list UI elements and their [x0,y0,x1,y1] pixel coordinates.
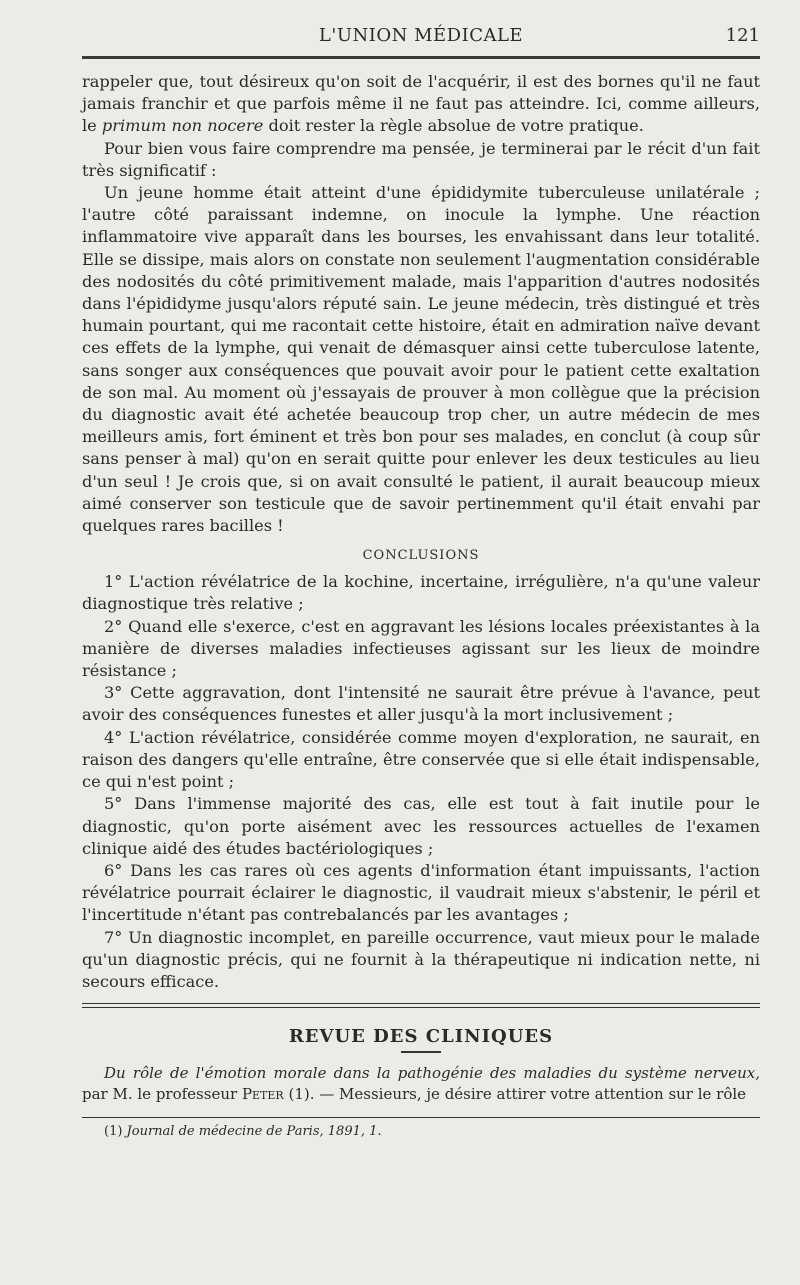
revue-text [82,1063,760,1105]
revue-intro-text: par M. le professeur [82,1085,242,1104]
paragraph-text: rappeler que, tout désireux qu'on soit de l'acquérir, il est des bornes qu'il ne faut jamais franchir et que parfois même il ne faut pas atteindre. Ici, comme ailleurs, le [82,72,760,136]
paragraph-continuation [82,71,760,138]
article-title: Du rôle de l'émotion morale dans la pathogénie des maladies du système nerveux, [104,1064,760,1083]
conclusion-item: 4° L'action révélatrice, considérée comme moyen d'exploration, ne saurait, en raison des dangers qu'elle entraîne, être conservée que si elle était indispensable, ce qui n'est point ; [82,727,760,792]
latin-phrase: primum non nocere [101,116,264,136]
conclusion-item: 6° Dans les cas rares où ces agents d'information étant impuissants, l'action révélatrice pourrait éclairer le diagnostic, il vaudrait mieux s'abstenir, le péril et l'incertitude n'étant pas contrebalancés par les avantages ; [82,860,760,925]
body-text [82,71,760,993]
conclusion-item: 2° Quand elle s'exerce, c'est en aggravant les lésions locales préexistantes à la manière de diverses maladies infectieuses agissant sur les lieux de moindre résistance ; [82,616,760,681]
footnote-marker: (1) [104,1124,127,1140]
conclusion-item: 1° L'action révélatrice de la kochine, incertaine, irrégulière, n'a qu'une valeur diagnostique très relative ; [82,572,760,614]
paragraph: Un jeune homme était atteint d'une épididymite tuberculeuse unilatérale ; l'autre côté paraissant indemne, on inocule la lymphe. Une réaction inflammatoire vive apparaît dans les bourses, les envahissant dans leur totalité. Elle se dissipe, mais alors on constate non seulement l'augmentation considérable des nodosités du côté primitivement malade, mais l'apparition d'autres nodosités dans l'épididyme jusqu'alors réputé sain. Le jeune médecin, très distingué et très humain pourtant, qui me racontait cette histoire, était en admiration naïve devant ces effets de la lymphe, qui venait de démasquer ainsi cette tuberculose latente, sans songer aux conséquences que pouvait avoir pour le patient cette exaltation de son mal. Au moment où j'essayais de prouver à mon collègue que la précision du diagnostic avait été achetée beaucoup trop cher, un autre médecin de mes meilleurs amis, fort éminent et très bon pour ses malades, en conclut (à coup sûr sans penser à mal) qu'on en serait quitte pour enlever les deux testicules au lieu d'un seul ! Je crois que, si on avait consulté le patient, il aurait beaucoup mieux aimé conserver son testicule que de savoir pertinemment qu'il était envahi par quelques rares bacilles ! [82,183,760,536]
header-rule [82,56,760,59]
running-head [82,18,760,54]
heading-ornament-rule [401,1051,441,1053]
revue-intro-text-end: (1). — Messieurs, je désire attirer votre attention sur le rôle [283,1085,747,1104]
footnote-text: Journal de médecine de Paris, 1891, 1. [126,1124,382,1140]
conclusion-item: 5° Dans l'immense majorité des cas, elle est tout à fait inutile pour le diagnostic, qu'on porte aisément avec les ressources actuelles de l'examen clinique aidé des études bactériologiques ; [82,794,760,858]
conclusions-heading: CONCLUSIONS [362,548,480,564]
revue-heading: REVUE DES CLINIQUES [288,1026,554,1048]
conclusion-item: 7° Un diagnostic incomplet, en pareille occurrence, vaut mieux pour le malade qu'un diagnostic précis, qui ne fournit à la thérapeutique ni indication nette, ni secours efficace. [82,927,760,991]
running-title: L'UNION MÉDICALE [318,25,524,46]
author-name: Peter [241,1085,284,1104]
conclusion-item: 3° Cette aggravation, dont l'intensité ne saurait être prévue à l'avance, peut avoir des conséquences funestes et aller jusqu'à la mort inclusivement ; [82,683,760,725]
paragraph-text-end: doit rester la règle absolue de votre pratique. [263,116,644,136]
page-number: 121 [725,25,760,46]
footnote [82,1122,760,1142]
paragraph: Pour bien vous faire comprendre ma pensée, je terminerai par le récit d'un fait très significatif : [82,138,760,180]
footnote-rule [82,1117,760,1118]
revue-intro [82,1063,760,1105]
section-divider [82,1003,760,1008]
